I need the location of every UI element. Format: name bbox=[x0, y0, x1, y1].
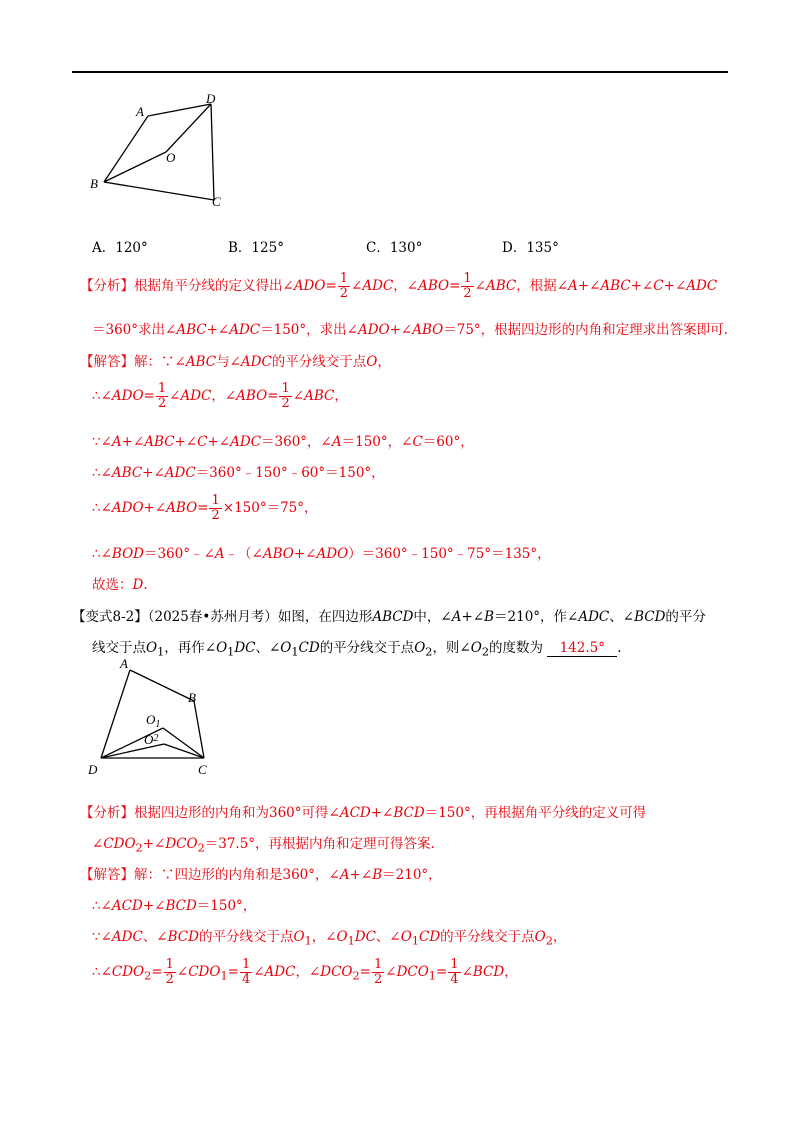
option-c: C．130° bbox=[366, 240, 423, 256]
solution2-line4: $\therefore\angle CDO_2=$ $\frac{1}{2}$ $\angle CDO_1=$ $\frac{1}{4}$ ∠ADC，$\angle DCO_2=$ $\frac{1}{2}$ $\angle DCO_1=$ $\frac{1}{4}$ ∠BCD， bbox=[92, 957, 518, 987]
solution1-line2: ∴∠ADO= $\frac{1}{2}$ ∠ADC，∠ABO= $\frac{1}{2}$ ∠ABC， bbox=[92, 381, 348, 411]
fig1-label-a: A bbox=[136, 104, 144, 119]
fig1-label-b: B bbox=[90, 176, 98, 191]
solution2-line1: 【解答】解：∵四边形的内角和是360°，∠A+∠B＝210°， bbox=[80, 867, 442, 883]
fig2-label-c: C bbox=[198, 762, 207, 777]
question2-line1: 【变式8-2】（2025春•苏州月考）如图，在四边形ABCD中，∠A+∠B＝210°，作∠ADC、∠BCD的平分 bbox=[72, 609, 706, 625]
analysis2-line1: 【分析】根据四边形的内角和为360°可得∠ACD+∠BCD＝150°，再根据角平分线的定义可得 bbox=[80, 805, 647, 821]
analysis2-line2: $\angle CDO_2+\angle DCO_2=37.5^\circ$，再根据内角和定理可得答案. bbox=[92, 836, 435, 855]
figure-quadrilateral-abcd-o bbox=[84, 90, 244, 215]
fig2-label-a: A bbox=[120, 656, 128, 671]
fig2-label-b: B bbox=[188, 690, 196, 705]
solution1-line6: ∴∠BOD＝360°﹣∠A﹣（∠ABO+∠ADO）＝360°﹣150°﹣75°＝135°， bbox=[92, 546, 551, 562]
solution1-line3: ∵∠A+∠ABC+∠C+∠ADC＝360°，∠A＝150°，∠C＝60°， bbox=[92, 434, 474, 450]
solution1-line4: ∴∠ABC+∠ADC＝360°﹣150°﹣60°＝150°， bbox=[92, 465, 385, 481]
solution2-line3: ∵∠ADC、∠BCD的平分线交于点$O_1$，$\angle O_1DC$、$\angle O_1CD$的平分线交于点$O_2$， bbox=[92, 929, 567, 948]
solution2-line2: ∴∠ACD+∠BCD＝150°， bbox=[92, 898, 257, 914]
analysis1-line2: ＝360°求出∠ABC+∠ADC＝150°，求出∠ADO+∠ABO＝75°，根据四边形的内角和定理求出答案即可. bbox=[92, 322, 728, 338]
answer-blank: 142.5° bbox=[547, 640, 617, 657]
fig1-label-c: C bbox=[212, 194, 221, 209]
solution1-line1: 【解答】解：∵∠ABC与∠ADC的平分线交于点O， bbox=[80, 354, 391, 370]
solution1-line7: 故选：D. bbox=[92, 577, 148, 593]
fig1-label-d: D bbox=[206, 91, 216, 106]
fig2-label-o2: $O^2$ bbox=[144, 732, 159, 747]
fig1-label-o: O bbox=[166, 150, 176, 165]
fig2-label-d: D bbox=[88, 762, 98, 777]
question2-line2: 线交于点$O_1$，再作$\angle O_1DC$、$\angle O_1CD$的平分线交于点$O_2$，则$\angle O_2$的度数为 142.5° . bbox=[92, 640, 622, 659]
option-a: A．120° bbox=[92, 240, 148, 256]
header-rule bbox=[72, 71, 728, 73]
solution1-line5: ∴∠ADO+∠ABO= $\frac{1}{2}$ ×150°＝75°， bbox=[92, 493, 318, 523]
analysis1-line1: 【分析】根据角平分线的定义得出∠ADO= $\frac{1}{2}$ ∠ADC，∠ABO= $\frac{1}{2}$ ∠ABC，根据∠A+∠ABC+∠C+∠ADC bbox=[80, 271, 718, 301]
figure-quadrilateral-o1-o2 bbox=[84, 656, 224, 778]
option-b: B．125° bbox=[228, 240, 284, 256]
option-d: D．135° bbox=[502, 240, 559, 256]
fig2-label-o1: $O_1$ bbox=[146, 712, 161, 730]
